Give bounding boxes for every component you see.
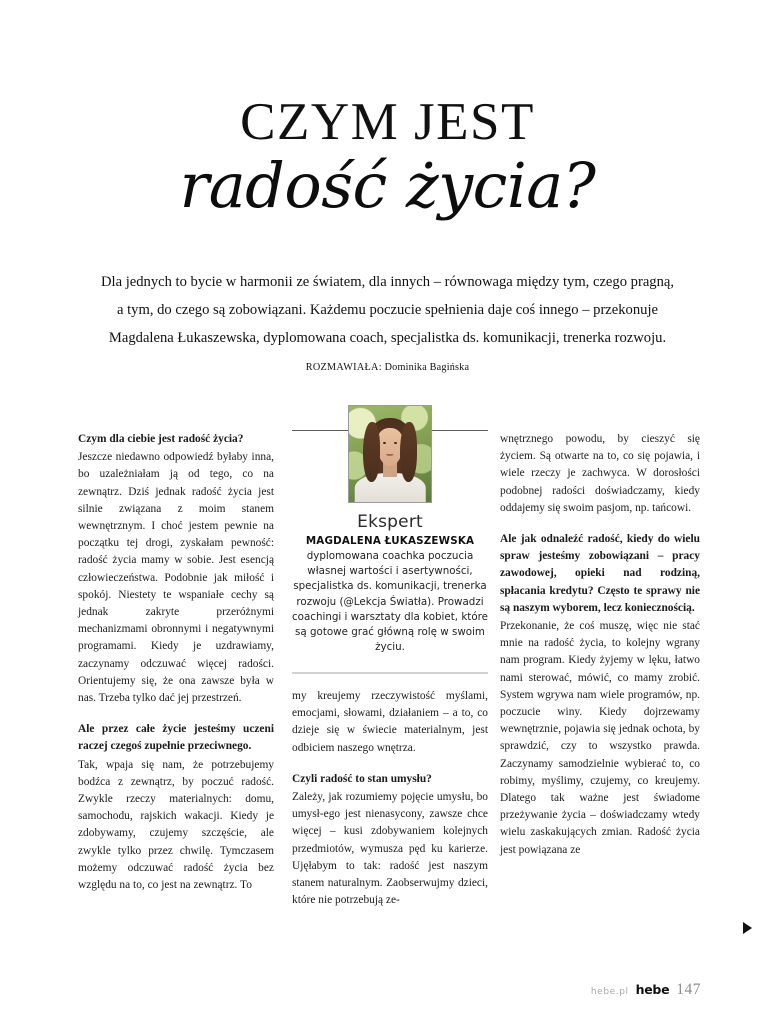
article-lead (100, 268, 675, 382)
question-4 (500, 531, 700, 617)
byline-label: ROZMAWIAŁA: (305, 362, 382, 373)
photo-eye-left (383, 442, 386, 444)
photo-hair-left (363, 422, 380, 482)
expert-description: dyplomowana coachka poczucia własnej wartości i asertywności, specjalistka ds. komunikacji, trenerka rozwoju (@Lekcja Światła). Prowadzi coachingi i warsztaty dla kobiet, które są gotowe grać główną rolę w swoim życiu. (292, 550, 488, 654)
paragraph-spacer (78, 707, 274, 721)
expert-box (292, 405, 488, 655)
photo-hair-right (400, 422, 417, 482)
expert-name: MAGDALENA ŁUKASZEWSKA (305, 535, 475, 547)
question-1 (78, 431, 274, 448)
question-2 (78, 721, 274, 755)
question-4-text: Ale jak odnaleźć radość, kiedy do wielu spraw jesteśmy zobowiązani – pracy zawodowej, opieki nad rodziną, spłacania kredytu? Często te sprawy nie są naszym wyborem, lecz koniecznością. (500, 533, 700, 614)
question-3-text: Czyli radość to stan umysłu? (292, 772, 432, 785)
text-column-3 (500, 431, 700, 859)
question-1-text: Czym dla ciebie jest radość życia? (78, 433, 244, 445)
page-footer (591, 981, 701, 999)
answer-1: Jeszcze niedawno odpowiedź byłaby inna, bo uzależniałam ją od tego, co na zewnątrz. Dziś jednak radość życia jest silnie związana z moim stanem wewnętrznym. I choć jestem pewnie na początku tej drogi, zyskałam pewność: radość życia mamy w sobie. Jest esencją człowieczeństwa. Podobnie jak miłość i spokój. Niestety te wspaniałe cechy są jednak zakryte przeróżnymi mechanizmami obronnymi i negatywnymi programami. Kiedy je uzdrawiamy, zaczynamy odczuwać więcej radości. Orientujemy się, że ona zawsze była w nas. Trzeba tylko dać jej przestrzeń. (78, 451, 274, 705)
article-title-block (0, 93, 775, 222)
paragraph-spacer (292, 757, 488, 771)
play-triangle-right-icon (743, 922, 752, 934)
expert-rule-bottom (292, 672, 488, 674)
answer-3-continued: wnętrznego powodu, by cieszyć się życiem. Są otwarte na to, co się pojawia, i wiele rzeczy je zachwyca. W dorosłości podobnej radości doświadczamy, kiedy oddajemy się swoim pasjom, np. tańcowi. (500, 433, 700, 514)
answer-2-continued: my kreujemy rzeczywistość myślami, emocjami, słowami, działaniem – a to, co dzieje się w świecie materialnym, jest odbiciem naszego wnętrza. (292, 690, 488, 754)
answer-2: Tak, wpaja się nam, że potrzebujemy bodźca z zewnątrz, by poczuć radość. Zwykle rzeczy materialnych: domu, samochodu, rajskich wakacji. Kiedy je zdobywamy, czujemy szczęście, ale zwykle tylko przez chwilę. Tymczasem możemy odczuwać radość życia bez względu na to, co jest na zewnątrz. To (78, 758, 274, 892)
paragraph-spacer (500, 517, 700, 531)
page-title-line-2: radość życia? (179, 149, 596, 222)
photo-shoulders (355, 473, 426, 503)
footer-url: hebe.pl (590, 987, 629, 997)
byline (306, 362, 469, 373)
page-title-line-1: CZYM JEST (240, 93, 535, 151)
question-2-text: Ale przez całe życie jesteśmy uczeni raczej czegoś zupełnie przeciwnego. (78, 723, 274, 753)
text-column-2 (292, 688, 488, 909)
expert-label: Ekspert (357, 512, 423, 532)
answer-3: Zależy, jak rozumiemy pojęcie umysłu, bo umysł-ego jest nienasycony, zawsze chce więcej – kusi zdobywaniem kolejnych przedmiotów, wymusza pęd ku karierze. Ujęłabym to tak: radość jest naszym stanem naturalnym. Zaobserwujmy dzieci, które nie potrzebują ze- (292, 791, 488, 907)
answer-4: Przekonanie, że coś muszę, więc nie stać mnie na radość życia, to kolejny wgrany nam program. Kiedy żyjemy w lęku, łatwo nami sterować, mówić, co mamy zrobić. System wgrywa nam wiele programów, np. poczucie winy. Kiedy dojrzewamy wewnętrznie, pojawia się jednak ochota, by sprawdzić, czy to wszystko prawda. Zaczynamy samodzielnie wybierać to, co robimy, myślimy, czujemy, co kreujemy. Dlatego tak ważne jest świadome przeżywanie życia – doświadczamy wtedy wielu zaskakujących zmian. Radość życia jest powiązana ze (500, 620, 700, 856)
byline-name: Dominika Bagińska (384, 362, 470, 373)
lead-text: Dla jednych to bycie w harmonii ze światem, dla innych – równowaga między tym, czego pragną, a tym, do czego są zobowiązani. Każdemu poczucie spełnienia daje coś innego – przekonuje Magdalena Łukaszewska, dyplomowana coach, specjalistka ds. komunikacji, trenerka rozwoju. (100, 274, 675, 346)
question-3 (292, 771, 488, 788)
page-number: 147 (676, 981, 701, 998)
expert-photo (348, 405, 432, 503)
text-column-1 (78, 431, 274, 894)
footer-brand-logo: hebe (635, 982, 670, 997)
